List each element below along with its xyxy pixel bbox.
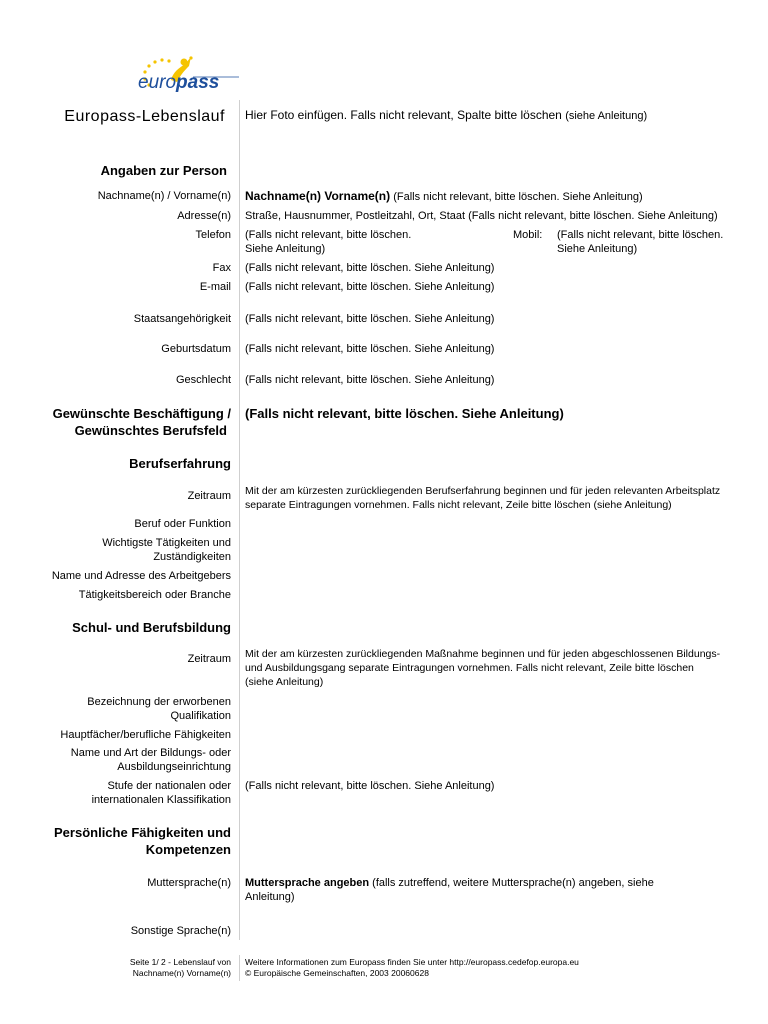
duties-label [102,536,231,564]
mother-tongue-value [245,876,715,904]
footer-page-info: Seite 1/ 2 - Lebenslauf von [129,957,231,967]
phone-label: Telefon [195,229,231,241]
footer-divider [239,955,240,981]
work-period-line-2: separate Eintragungen vornehmen. Falls nicht relevant, Zeile bitte löschen (siehe Anleitung) [245,499,672,511]
work-period-value [245,484,720,512]
section-personal-skills [54,824,231,858]
logo-prefix: euro [138,72,177,93]
mobile-value-line-2: Siehe Anleitung) [557,243,638,255]
phone-value-line-2: Siehe Anleitung) [245,243,326,255]
fax-value: (Falls nicht relevant, bitte löschen. Siehe Anleitung) [245,262,495,274]
section-personal: Angaben zur Person [100,163,227,178]
birthdate-label: Geburtsdatum [161,343,231,355]
desired-heading-line-2: Gewünschtes Berufsfeld [74,423,227,438]
column-divider [239,100,240,940]
mother-tongue-bold: Muttersprache angeben [245,877,370,889]
subjects-label: Hauptfächer/berufliche Fähigkeiten [60,729,231,741]
mobile-value-line-1: (Falls nicht relevant, bitte löschen. [557,229,724,241]
section-work-experience: Berufserfahrung [129,456,231,471]
job-title-label: Beruf oder Funktion [134,518,231,530]
education-period-label: Zeitraum [187,653,231,665]
email-label: E-mail [199,281,231,293]
education-period-line-3: (siehe Anleitung) [245,676,324,688]
footer-left [130,957,231,979]
institution-label-line-2: Ausbildungseinrichtung [117,761,231,773]
qualification-label-line-1: Bezeichnung der erworbenen [87,696,231,708]
other-languages-label: Sonstige Sprache(n) [130,925,231,937]
name-value [245,189,643,204]
education-period-line-1: Mit der am kürzesten zurückliegenden Maßnahme beginnen und für jeden abgeschlossenen Bildungs- [245,648,721,660]
duties-label-line-2: Zuständigkeiten [153,551,231,563]
institution-label-line-1: Name und Art der Bildungs- oder [70,747,231,759]
gender-label: Geschlecht [175,374,231,386]
desired-value: (Falls nicht relevant, bitte löschen. Siehe Anleitung) [245,406,564,421]
cv-title: Europass-Lebenslauf [64,108,225,125]
classification-label-line-1: Stufe der nationalen oder [107,780,231,792]
footer-right [245,957,579,979]
sector-label: Tätigkeitsbereich oder Branche [78,589,231,601]
section-desired-employment [53,405,231,439]
desired-heading-line-1: Gewünschte Beschäftigung / [52,406,231,421]
address-label: Adresse(n) [177,210,231,222]
education-period-line-2: und Ausbildungsgang separate Eintragungen vornehmen. Falls nicht relevant, Zeile bitte löschen [245,662,694,674]
mother-tongue-label: Muttersprache(n) [147,877,231,889]
footer-owner-name: Nachname(n) Vorname(n) [132,968,231,978]
phone-value-line-1: (Falls nicht relevant, bitte löschen. [245,229,412,241]
duties-label-line-1: Wichtigste Tätigkeiten und [102,537,231,549]
mother-tongue-line-2: Anleitung) [245,891,295,903]
work-period-line-1: Mit der am kürzesten zurückliegenden Berufserfahrung beginnen und für jeden relevanten Arbeitsplatz [245,485,721,497]
email-value: (Falls nicht relevant, bitte löschen. Siehe Anleitung) [245,281,495,293]
photo-text: Hier Foto einfügen. Falls nicht relevant, Spalte bitte löschen [245,108,562,122]
nationality-label: Staatsangehörigkeit [133,313,231,325]
section-education: Schul- und Berufsbildung [72,620,231,635]
logo-suffix: pass [176,72,220,93]
europass-logo [133,52,239,96]
qualification-label-line-2: Qualifikation [170,710,231,722]
institution-label [71,746,231,774]
qualification-label [87,695,231,723]
gender-value: (Falls nicht relevant, bitte löschen. Siehe Anleitung) [245,374,495,386]
mobile-value [557,228,723,256]
classification-label-line-2: internationalen Klassifikation [91,794,231,806]
photo-placeholder [245,107,647,124]
name-value-main: Nachname(n) Vorname(n) [245,189,391,203]
name-label: Nachname(n) / Vorname(n) [97,190,231,202]
name-note: (Falls nicht relevant, bitte löschen. Siehe Anleitung) [393,191,643,203]
photo-note: (siehe Anleitung) [565,110,648,122]
nationality-value: (Falls nicht relevant, bitte löschen. Siehe Anleitung) [245,313,495,325]
birthdate-value: (Falls nicht relevant, bitte löschen. Siehe Anleitung) [245,343,495,355]
skills-heading-line-1: Persönliche Fähigkeiten und [54,825,231,840]
education-period-value [245,647,720,689]
work-period-label: Zeitraum [187,490,231,502]
classification-label [92,779,231,807]
footer-info-link: Weitere Informationen zum Europass finden Sie unter http://europass.cedefop.europa.eu [245,957,579,967]
employer-label: Name und Adresse des Arbeitgebers [51,570,231,582]
mother-tongue-note: (falls zutreffend, weitere Muttersprache(n) angeben, siehe [372,877,654,889]
logo-wordmark [138,73,219,93]
phone-value [245,228,411,256]
fax-label: Fax [212,262,231,274]
mobile-label: Mobil: [513,229,543,241]
footer-copyright: © Europäische Gemeinschaften, 2003 20060628 [245,968,429,978]
skills-heading-line-2: Kompetenzen [145,842,231,857]
classification-value: (Falls nicht relevant, bitte löschen. Siehe Anleitung) [245,780,495,792]
address-value: Straße, Hausnummer, Postleitzahl, Ort, Staat (Falls nicht relevant, bitte löschen. Siehe Anleitung) [245,210,718,222]
mother-tongue-line-1 [245,876,715,890]
